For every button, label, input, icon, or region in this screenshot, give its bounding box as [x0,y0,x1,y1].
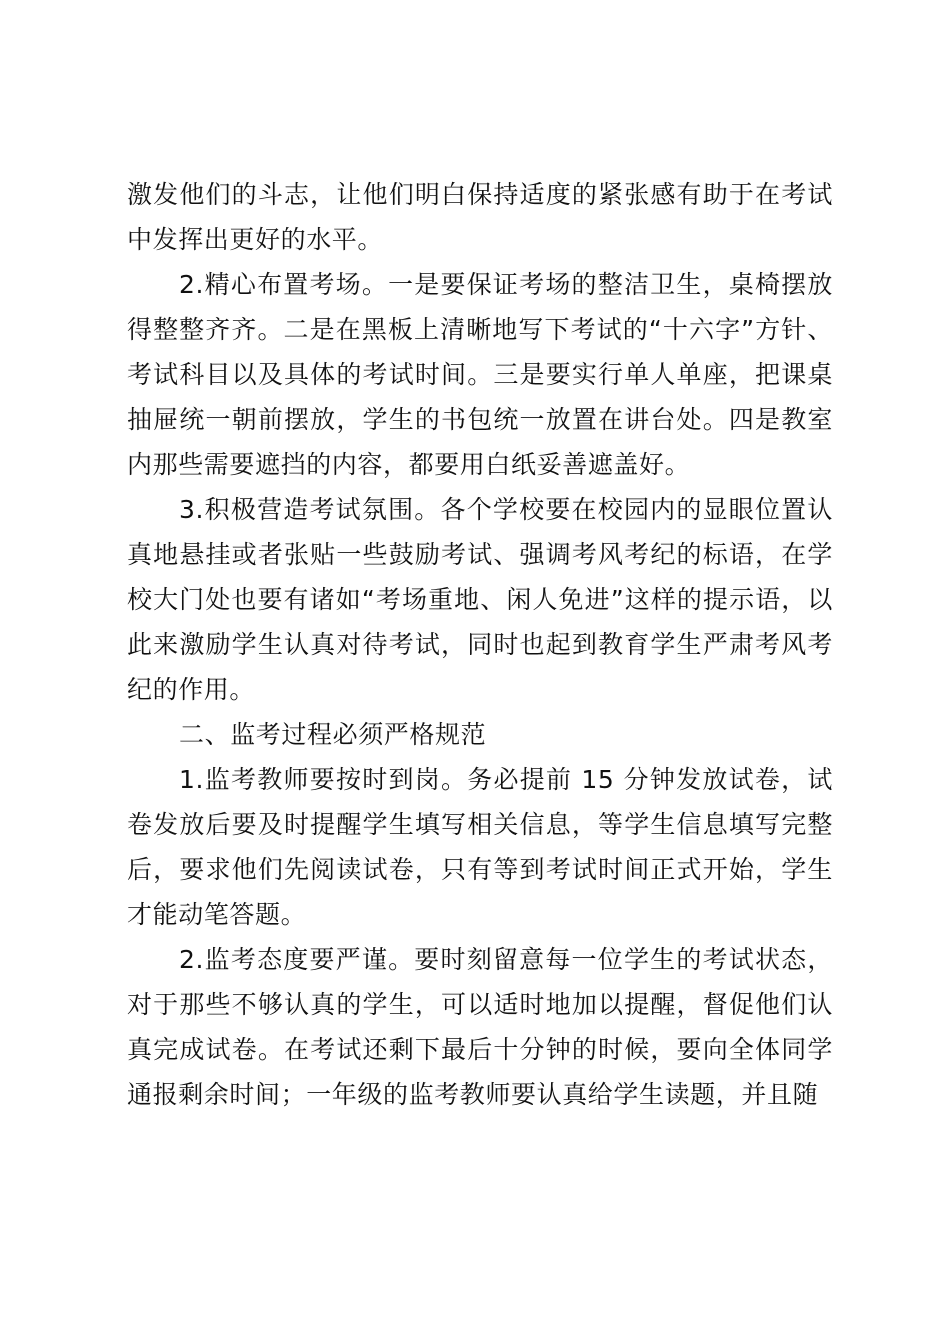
paragraph-exam-room-setup: 2.精心布置考场。一是要保证考场的整洁卫生，桌椅摆放得整整齐齐。二是在黑板上清晰地写下考试的“十六字”方针、考试科目以及具体的考试时间。三是要实行单人单座，把课桌抽屉统一朝前摆放，学生的书包统一放置在讲台处。四是教室内那些需要遮挡的内容，都要用白纸妥善遮盖好。 [127,270,833,479]
paragraph-arrive-on-time: 1.监考教师要按时到岗。务必提前 15 分钟发放试卷，试卷发放后要及时提醒学生填写相关信息，等学生信息填写完整后，要求他们先阅读试卷，只有等到考试时间正式开始，学生才能动笔答题。 [127,765,833,929]
paragraph-continuation: 激发他们的斗志，让他们明白保持适度的紧张感有助于在考试中发挥出更好的水平。 [127,180,833,254]
paragraph-exam-atmosphere: 3.积极营造考试氛围。各个学校要在校园内的显眼位置认真地悬挂或者张贴一些鼓励考试、强调考风考纪的标语，在学校大门处也要有诸如“考场重地、闲人免进”这样的提示语，以此来激励学生认真对待考试，同时也起到教育学生严肃考风考纪的作用。 [127,495,833,704]
section-heading-invigilation: 二、监考过程必须严格规范 [179,720,487,749]
document-body [127,172,833,1117]
paragraph-rigorous-attitude: 2.监考态度要严谨。要时刻留意每一位学生的考试状态，对于那些不够认真的学生，可以适时地加以提醒，督促他们认真完成试卷。在考试还剩下最后十分钟的时候，要向全体同学通报剩余时间；一年级的监考教师要认真给学生读题，并且随 [127,945,833,1109]
